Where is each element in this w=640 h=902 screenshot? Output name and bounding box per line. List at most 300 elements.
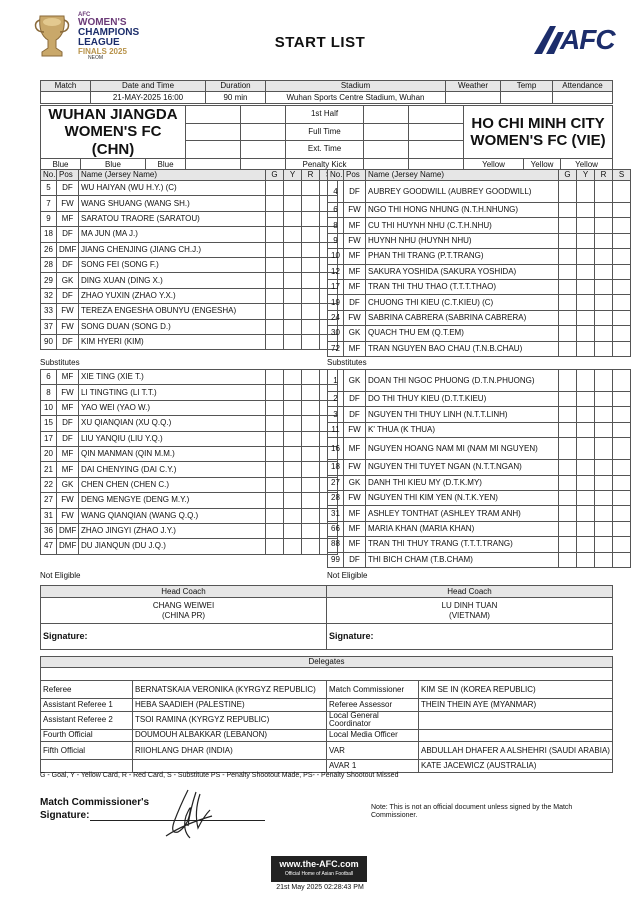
page-title: START LIST xyxy=(274,34,366,51)
player-number: 32 xyxy=(41,288,57,303)
yellow-cell xyxy=(577,490,595,505)
delegate-role: VAR xyxy=(327,742,419,760)
match-info-table xyxy=(40,80,613,104)
player-number: 33 xyxy=(41,304,57,319)
red-cell xyxy=(302,539,320,554)
player-row xyxy=(41,370,338,385)
red-cell xyxy=(302,288,320,303)
player-row xyxy=(41,523,338,538)
score-table xyxy=(40,105,613,172)
player-number: 12 xyxy=(328,264,344,279)
goal-cell xyxy=(266,181,284,196)
player-row xyxy=(328,422,631,437)
player-number: 21 xyxy=(41,462,57,477)
yellow-cell xyxy=(577,422,595,437)
player-row xyxy=(41,431,338,446)
player-name: WANG SHUANG (WANG SH.) xyxy=(79,196,266,211)
red-cell xyxy=(302,257,320,272)
yellow-cell xyxy=(577,506,595,521)
player-row xyxy=(328,490,631,505)
player-number: 28 xyxy=(328,490,344,505)
player-position: MF xyxy=(344,249,366,264)
yellow-cell xyxy=(284,462,302,477)
player-row xyxy=(328,370,631,392)
player-number: 1 xyxy=(328,370,344,392)
logo-line-3: LEAGUE xyxy=(78,37,120,48)
home-starters-table xyxy=(40,169,338,350)
player-name: QUACH THU EM (Q.T.EM) xyxy=(366,326,559,341)
player-row xyxy=(328,341,631,356)
sub-cell xyxy=(613,521,631,536)
red-cell xyxy=(595,537,613,552)
player-position: DF xyxy=(57,416,79,431)
weather-header: Weather xyxy=(446,81,501,92)
delegate-name: KIM SE IN (KOREA REPUBLIC) xyxy=(419,681,613,699)
col-goal-header: G xyxy=(559,170,577,181)
attendance-header: Attendance xyxy=(553,81,613,92)
player-number: 10 xyxy=(41,400,57,415)
player-name: MA JUN (MA J.) xyxy=(79,227,266,242)
afc-logo xyxy=(530,22,614,58)
away-coach-country: (VIETNAM) xyxy=(449,610,490,620)
delegate-name: THEIN THEIN AYE (MYANMAR) xyxy=(419,699,613,712)
player-position: FW xyxy=(57,385,79,400)
temp-value xyxy=(501,92,553,104)
goal-cell xyxy=(559,521,577,536)
player-position: DMF xyxy=(57,242,79,257)
red-cell xyxy=(302,273,320,288)
goal-cell xyxy=(266,539,284,554)
player-row xyxy=(328,537,631,552)
player-name: HUYNH NHU (HUYNH NHU) xyxy=(366,233,559,248)
sub-cell xyxy=(613,264,631,279)
red-cell xyxy=(595,438,613,460)
player-row xyxy=(41,304,338,319)
sub-cell xyxy=(613,233,631,248)
away-coach-header: Head Coach xyxy=(327,586,613,598)
red-cell xyxy=(595,506,613,521)
player-number: 19 xyxy=(328,295,344,310)
yellow-cell xyxy=(284,523,302,538)
goal-cell xyxy=(266,508,284,523)
player-number: 28 xyxy=(41,257,57,272)
red-cell xyxy=(595,521,613,536)
player-row xyxy=(328,506,631,521)
player-row xyxy=(41,334,338,349)
player-position: MF xyxy=(57,400,79,415)
home-coach-name: CHANG WEIWEI xyxy=(152,600,215,610)
player-number: 10 xyxy=(328,249,344,264)
goal-cell xyxy=(559,537,577,552)
player-row xyxy=(41,462,338,477)
red-cell xyxy=(595,341,613,356)
player-name: TRAN THI THU THAO (T.T.T.THAO) xyxy=(366,279,559,294)
yellow-cell xyxy=(577,310,595,325)
red-cell xyxy=(595,460,613,475)
delegate-row xyxy=(41,681,613,699)
yellow-cell xyxy=(284,370,302,385)
away-not-eligible-label: Not Eligible xyxy=(327,571,368,580)
ext-time-label: Ext. Time xyxy=(286,141,364,159)
player-number: 7 xyxy=(41,196,57,211)
player-number: 2 xyxy=(328,392,344,407)
red-cell xyxy=(595,407,613,422)
logo-afc-text: AFC xyxy=(78,12,91,18)
player-number: 8 xyxy=(328,218,344,233)
goal-cell xyxy=(266,416,284,431)
col-no-header: No. xyxy=(41,170,57,181)
player-name: CHEN CHEN (CHEN C.) xyxy=(79,477,266,492)
goal-cell xyxy=(559,233,577,248)
yellow-cell xyxy=(577,438,595,460)
col-red-header: R xyxy=(595,170,613,181)
player-number: 6 xyxy=(41,370,57,385)
player-row xyxy=(328,310,631,325)
red-cell xyxy=(595,203,613,218)
player-name: ASHLEY TONTHAT (ASHLEY TRAM ANH) xyxy=(366,506,559,521)
player-position: MF xyxy=(57,462,79,477)
delegate-role: Local General Coordinator xyxy=(327,711,419,729)
date-value: 21-MAY-2025 16:00 xyxy=(91,92,206,104)
player-name: SABRINA CABRERA (SABRINA CABRERA) xyxy=(366,310,559,325)
player-name: MARIA KHAN (MARIA KHAN) xyxy=(366,521,559,536)
yellow-cell xyxy=(577,181,595,203)
delegate-role: Fifth Official xyxy=(41,742,133,760)
yellow-cell xyxy=(284,385,302,400)
stadium-value: Wuhan Sports Centre Stadium, Wuhan xyxy=(266,92,446,104)
yellow-cell xyxy=(577,203,595,218)
logo-sponsor: NEOM xyxy=(88,55,103,61)
sub-cell xyxy=(613,341,631,356)
red-cell xyxy=(595,475,613,490)
away-color-3: Yellow xyxy=(561,158,613,171)
player-number: 8 xyxy=(41,385,57,400)
sub-cell xyxy=(613,407,631,422)
player-row xyxy=(41,242,338,257)
yellow-cell xyxy=(284,493,302,508)
player-name: ZHAO JINGYI (ZHAO J.Y.) xyxy=(79,523,266,538)
yellow-cell xyxy=(284,304,302,319)
sub-cell xyxy=(613,475,631,490)
red-cell xyxy=(302,334,320,349)
sub-cell xyxy=(613,392,631,407)
away-team-name: HO CHI MINH CITY WOMEN'S FC (VIE) xyxy=(464,106,613,159)
player-number: 29 xyxy=(41,273,57,288)
player-position: MF xyxy=(344,438,366,460)
player-name: TEREZA ENGESHA OBUNYU (ENGESHA) xyxy=(79,304,266,319)
player-position: MF xyxy=(344,264,366,279)
yellow-cell xyxy=(577,552,595,567)
player-position: FW xyxy=(57,508,79,523)
col-goal-header: G xyxy=(266,170,284,181)
player-number: 17 xyxy=(41,431,57,446)
player-position: MF xyxy=(344,537,366,552)
player-position: DF xyxy=(57,181,79,196)
delegate-role: Referee Assessor xyxy=(327,699,419,712)
sub-cell xyxy=(613,506,631,521)
sub-cell xyxy=(613,552,631,567)
red-cell xyxy=(302,446,320,461)
red-cell xyxy=(595,490,613,505)
goal-cell xyxy=(266,273,284,288)
sub-cell xyxy=(613,203,631,218)
player-name: DANH THI KIEU MY (D.T.K.MY) xyxy=(366,475,559,490)
player-position: FW xyxy=(344,203,366,218)
player-name: TRAN THI THUY TRANG (T.T.T.TRANG) xyxy=(366,537,559,552)
player-number: 18 xyxy=(41,227,57,242)
away-coach-signature: Signature: xyxy=(327,624,613,650)
goal-cell xyxy=(266,477,284,492)
red-cell xyxy=(595,264,613,279)
disclaimer-note: Note: This is not an official document unless signed by the Match Commissioner. xyxy=(371,804,573,820)
player-row xyxy=(328,264,631,279)
yellow-cell xyxy=(577,460,595,475)
yellow-cell xyxy=(284,211,302,226)
player-position: GK xyxy=(344,370,366,392)
delegate-name xyxy=(419,711,613,729)
goal-cell xyxy=(559,438,577,460)
player-row xyxy=(328,233,631,248)
yellow-cell xyxy=(284,273,302,288)
delegate-role: Assistant Referee 2 xyxy=(41,711,133,729)
player-row xyxy=(41,539,338,554)
yellow-cell xyxy=(284,400,302,415)
player-position: GK xyxy=(344,475,366,490)
yellow-cell xyxy=(577,521,595,536)
red-cell xyxy=(595,370,613,392)
red-cell xyxy=(302,493,320,508)
goal-cell xyxy=(266,242,284,257)
player-name: CHUONG THI KIEU (C.T.KIEU) (C) xyxy=(366,295,559,310)
delegate-name: RIIOHLANG DHAR (INDIA) xyxy=(133,742,327,760)
sub-cell xyxy=(613,279,631,294)
player-name: XIE TING (XIE T.) xyxy=(79,370,266,385)
player-name: NGUYEN THI THUY LINH (N.T.T.LINH) xyxy=(366,407,559,422)
goal-cell xyxy=(559,264,577,279)
player-number: 37 xyxy=(41,319,57,334)
red-cell xyxy=(595,233,613,248)
col-red-header: R xyxy=(302,170,320,181)
site-badge xyxy=(271,856,367,882)
player-name: SONG FEI (SONG F.) xyxy=(79,257,266,272)
delegate-row xyxy=(41,742,613,760)
player-name: DENG MENGYE (DENG M.Y.) xyxy=(79,493,266,508)
site-url: www.the-AFC.com xyxy=(279,859,359,869)
player-name: YAO WEI (YAO W.) xyxy=(79,400,266,415)
duration-value: 90 min xyxy=(206,92,266,104)
red-cell xyxy=(302,370,320,385)
player-name: AUBREY GOODWILL (AUBREY GOODWILL) xyxy=(366,181,559,203)
handwritten-signature xyxy=(160,786,220,844)
sub-cell xyxy=(613,249,631,264)
yellow-cell xyxy=(577,218,595,233)
player-number: 30 xyxy=(328,326,344,341)
player-number: 18 xyxy=(328,460,344,475)
away-coach-name: LU DINH TUAN xyxy=(441,600,498,610)
player-position: DF xyxy=(344,552,366,567)
player-position: DF xyxy=(344,181,366,203)
match-value xyxy=(41,92,91,104)
red-cell xyxy=(302,304,320,319)
player-number: 6 xyxy=(328,203,344,218)
player-position: DF xyxy=(57,334,79,349)
player-position: DMF xyxy=(57,523,79,538)
yellow-cell xyxy=(284,477,302,492)
col-name-header: Name (Jersey Name) xyxy=(79,170,266,181)
player-name: DU JIANQUN (DU J.Q.) xyxy=(79,539,266,554)
player-name: NGO THI HONG NHUNG (N.T.H.NHUNG) xyxy=(366,203,559,218)
red-cell xyxy=(595,392,613,407)
goal-cell xyxy=(266,446,284,461)
sub-cell xyxy=(613,438,631,460)
away-color-1: Yellow xyxy=(464,158,524,171)
player-position: DF xyxy=(57,288,79,303)
player-number: 9 xyxy=(328,233,344,248)
goal-cell xyxy=(266,385,284,400)
player-number: 24 xyxy=(328,310,344,325)
yellow-cell xyxy=(577,326,595,341)
player-row xyxy=(41,400,338,415)
col-pos-header: Pos xyxy=(344,170,366,181)
delegate-row xyxy=(41,699,613,712)
mc-signature-label-1: Match Commissioner's xyxy=(40,797,150,808)
delegate-row xyxy=(41,729,613,742)
player-row xyxy=(328,181,631,203)
yellow-cell xyxy=(284,446,302,461)
home-team-name: WUHAN JIANGDA WOMEN'S FC (CHN) xyxy=(41,106,186,159)
player-number: 26 xyxy=(41,242,57,257)
sub-cell xyxy=(613,310,631,325)
yellow-cell xyxy=(577,295,595,310)
yellow-cell xyxy=(284,181,302,196)
player-name: WU HAIYAN (WU H.Y.) (C) xyxy=(79,181,266,196)
home-coach-country: (CHINA PR) xyxy=(161,610,206,620)
delegate-name: ABDULLAH DHAFER A ALSHEHRI (SAUDI ARABIA) xyxy=(419,742,613,760)
home-subs-table xyxy=(40,369,338,555)
goal-cell xyxy=(559,310,577,325)
delegates-header: Delegates xyxy=(41,657,613,668)
player-name: K' THUA (K THUA) xyxy=(366,422,559,437)
red-cell xyxy=(302,242,320,257)
logo-line-1: WOMEN'S xyxy=(78,17,127,28)
player-name: KIM HYERI (KIM) xyxy=(79,334,266,349)
player-number: 66 xyxy=(328,521,344,536)
player-row xyxy=(328,279,631,294)
first-half-label: 1st Half xyxy=(286,106,364,124)
player-position: MF xyxy=(57,370,79,385)
player-name: DING XUAN (DING X.) xyxy=(79,273,266,288)
player-name: DAI CHENYING (DAI C.Y.) xyxy=(79,462,266,477)
player-number: 47 xyxy=(41,539,57,554)
player-number: 72 xyxy=(328,341,344,356)
site-subtitle: Official Home of Asian Football xyxy=(284,871,354,877)
delegate-name: DOUMOUH ALBAKKAR (LEBANON) xyxy=(133,729,327,742)
player-position: FW xyxy=(344,310,366,325)
red-cell xyxy=(595,279,613,294)
mc-signature-label-2: Signature: xyxy=(40,810,90,821)
delegates-table xyxy=(40,656,613,773)
player-position: FW xyxy=(344,422,366,437)
player-row xyxy=(41,493,338,508)
red-cell xyxy=(302,416,320,431)
goal-cell xyxy=(266,304,284,319)
legend-text: G - Goal, Y - Yellow Card, R - Red Card, S - Substitute PS - Penalty Shootout Made, PS- - Penalty Shootout Missed xyxy=(40,772,399,779)
player-row xyxy=(328,326,631,341)
col-sub-header: S xyxy=(320,170,338,181)
player-number: 16 xyxy=(328,438,344,460)
delegate-role: Fourth Official xyxy=(41,729,133,742)
player-row xyxy=(328,295,631,310)
player-name: DO THI THUY KIEU (D.T.T.KIEU) xyxy=(366,392,559,407)
delegate-row xyxy=(41,760,613,773)
player-name: CU THI HUYNH NHU (C.T.H.NHU) xyxy=(366,218,559,233)
delegate-name: KATE JACEWICZ (AUSTRALIA) xyxy=(419,760,613,773)
delegate-role: Assistant Referee 1 xyxy=(41,699,133,712)
red-cell xyxy=(302,508,320,523)
player-name: LI TINGTING (LI T.T.) xyxy=(79,385,266,400)
player-number: 9 xyxy=(41,211,57,226)
full-time-label: Full Time xyxy=(286,123,364,141)
red-cell xyxy=(302,196,320,211)
goal-cell xyxy=(559,490,577,505)
sub-cell xyxy=(613,370,631,392)
goal-cell xyxy=(266,334,284,349)
player-row xyxy=(41,319,338,334)
player-name: THI BICH CHAM (T.B.CHAM) xyxy=(366,552,559,567)
yellow-cell xyxy=(284,319,302,334)
player-position: DF xyxy=(57,257,79,272)
player-row xyxy=(328,475,631,490)
player-number: 99 xyxy=(328,552,344,567)
yellow-cell xyxy=(577,537,595,552)
goal-cell xyxy=(559,249,577,264)
goal-cell xyxy=(266,462,284,477)
red-cell xyxy=(302,431,320,446)
yellow-cell xyxy=(577,249,595,264)
player-name: QIN MANMAN (QIN M.M.) xyxy=(79,446,266,461)
sub-cell xyxy=(613,181,631,203)
player-name: PHAN THI TRANG (P.T.TRANG) xyxy=(366,249,559,264)
home-coach-signature: Signature: xyxy=(41,624,327,650)
player-position: FW xyxy=(344,490,366,505)
yellow-cell xyxy=(577,341,595,356)
player-row xyxy=(41,196,338,211)
player-row xyxy=(41,385,338,400)
yellow-cell xyxy=(284,257,302,272)
player-position: DMF xyxy=(57,539,79,554)
red-cell xyxy=(302,477,320,492)
player-position: DF xyxy=(344,392,366,407)
red-cell xyxy=(595,422,613,437)
player-row xyxy=(328,407,631,422)
goal-cell xyxy=(266,493,284,508)
player-number: 31 xyxy=(328,506,344,521)
red-cell xyxy=(302,462,320,477)
goal-cell xyxy=(559,295,577,310)
goal-cell xyxy=(559,407,577,422)
red-cell xyxy=(595,249,613,264)
goal-cell xyxy=(559,181,577,203)
player-name: SAKURA YOSHIDA (SAKURA YOSHIDA) xyxy=(366,264,559,279)
delegate-row xyxy=(41,711,613,729)
player-row xyxy=(41,211,338,226)
player-position: MF xyxy=(344,341,366,356)
red-cell xyxy=(595,326,613,341)
yellow-cell xyxy=(284,288,302,303)
player-number: 31 xyxy=(41,508,57,523)
player-number: 20 xyxy=(41,446,57,461)
goal-cell xyxy=(559,460,577,475)
